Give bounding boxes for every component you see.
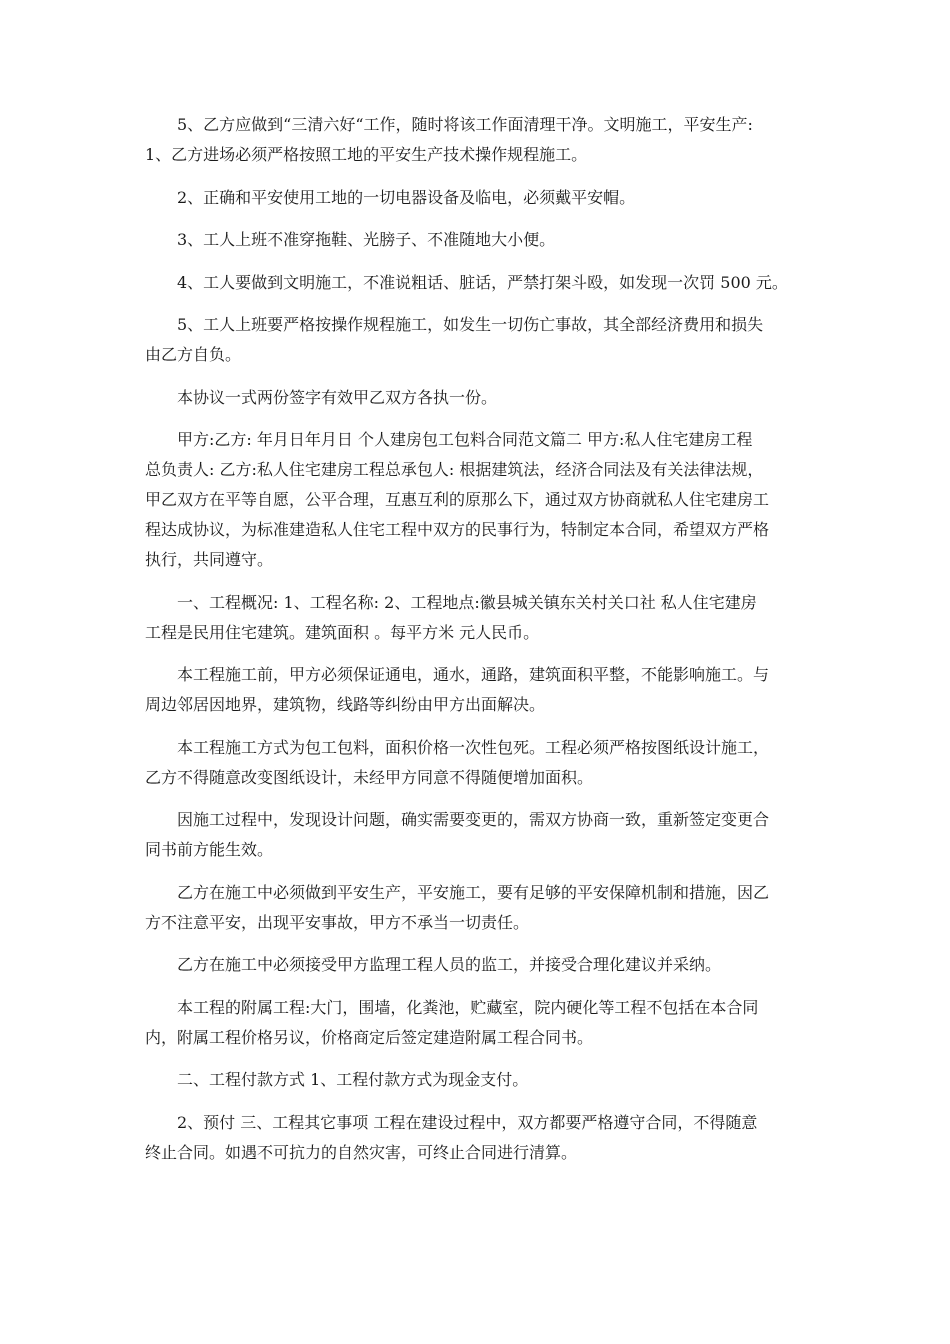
text-line: 乙方在施工中必须接受甲方监理工程人员的监工，并接受合理化建议并采纳。: [177, 955, 722, 974]
text-line: 2、预付 三、工程其它事项 工程在建设过程中，双方都要严格遵守合同，不得随意: [177, 1112, 758, 1132]
text-line: 同书前方能生效。: [145, 840, 274, 859]
text-line: 周边邻居因地界，建筑物，线路等纠纷由甲方出面解决。: [145, 695, 546, 714]
text-line: 1、乙方进场必须严格按照工地的平安生产技术操作规程施工。: [145, 145, 588, 164]
paragraph-supervision: [145, 950, 805, 980]
text-line: 一、工程概况: 1、工程名称: 2、工程地点:徽县城关镇东关村关口社 私人住宅建房: [177, 592, 757, 612]
paragraph-design-changes: [145, 805, 805, 865]
text-line: 终止合同。如遇不可抗力的自然灾害，可终止合同进行清算。: [145, 1142, 578, 1162]
text-line: 5、乙方应做到“三清六好“工作，随时将该工作面清理干净。文明施工，平安生产:: [177, 115, 753, 134]
paragraph-safety-rules: [145, 110, 805, 170]
text-line: 方不注意平安，出现平安事故，甲方不承当一切责任。: [145, 912, 530, 932]
document-body: [145, 110, 805, 1180]
text-line: 2、正确和平安使用工地的一切电器设备及临电，必须戴平安帽。: [177, 187, 636, 207]
text-line: 甲方:乙方: 年月日年月日 个人建房包工包料合同范文篇二 甲方:私人住宅建房工程: [177, 430, 753, 449]
text-line: 因施工过程中，发现设计问题，确实需要变更的，需双方协商一致，重新签定变更合: [177, 810, 770, 829]
text-line: 本工程的附属工程:大门，围墙，化粪池，贮藏室，院内硬化等工程不包括在本合同: [177, 997, 759, 1017]
text-line: 乙方在施工中必须做到平安生产，平安施工，要有足够的平安保障机制和措施，因乙: [177, 882, 770, 902]
text-line: 二、工程付款方式 1、工程付款方式为现金支付。: [177, 1070, 529, 1089]
text-line: 工程是民用住宅建筑。建筑面积 。每平方米 元人民币。: [145, 622, 540, 642]
text-line: 4、工人要做到文明施工，不准说粗话、脏话，严禁打架斗殴，如发现一次罚 500 元。: [177, 272, 788, 292]
text-line: 内，附属工程价格另议，价格商定后签定建造附属工程合同书。: [145, 1027, 594, 1047]
paragraph-safe-production: [145, 878, 805, 938]
text-line: 本协议一式两份签字有效甲乙双方各执一份。: [177, 387, 498, 407]
text-line: 乙方不得随意改变图纸设计，未经甲方同意不得随便增加面积。: [145, 767, 594, 787]
text-line: 甲乙双方在平等自愿，公平合理，互惠互利的原那么下，通过双方协商就私人住宅建房工: [145, 490, 770, 509]
paragraph-ancillary-works: [145, 993, 805, 1053]
text-line: 5、工人上班要严格按操作规程施工，如发生一切伤亡事故，其全部经济费用和损失: [177, 315, 764, 334]
paragraph-civilized-construction: [145, 268, 805, 298]
paragraph-other-matters: [145, 1108, 805, 1168]
paragraph-payment-method: [145, 1065, 805, 1095]
text-line: 程达成协议，为标准建造私人住宅工程中双方的民事行为，特制定本合同，希望双方严格: [145, 520, 770, 539]
text-line: 本工程施工前，甲方必须保证通电，通水，通路，建筑面积平整，不能影响施工。与: [177, 665, 770, 684]
paragraph-worker-conduct: [145, 225, 805, 255]
text-line: 总负责人: 乙方:私人住宅建房工程总承包人: 根据建筑法，经济合同法及有关法律法规，: [145, 460, 764, 479]
text-line: 本工程施工方式为包工包料，面积价格一次性包死。工程必须严格按图纸设计施工，: [177, 737, 770, 757]
text-line: 执行，共同遵守。: [145, 550, 274, 569]
paragraph-pre-construction: [145, 660, 805, 720]
paragraph-construction-method: [145, 733, 805, 793]
paragraph-contract-preamble: [145, 425, 805, 575]
paragraph-electrical-safety: [145, 183, 805, 213]
paragraph-accident-liability: [145, 310, 805, 370]
text-line: 由乙方自负。: [145, 345, 242, 364]
paragraph-agreement-copies: [145, 383, 805, 413]
text-line: 3、工人上班不准穿拖鞋、光膀子、不准随地大小便。: [177, 230, 556, 249]
paragraph-project-overview: [145, 588, 805, 648]
